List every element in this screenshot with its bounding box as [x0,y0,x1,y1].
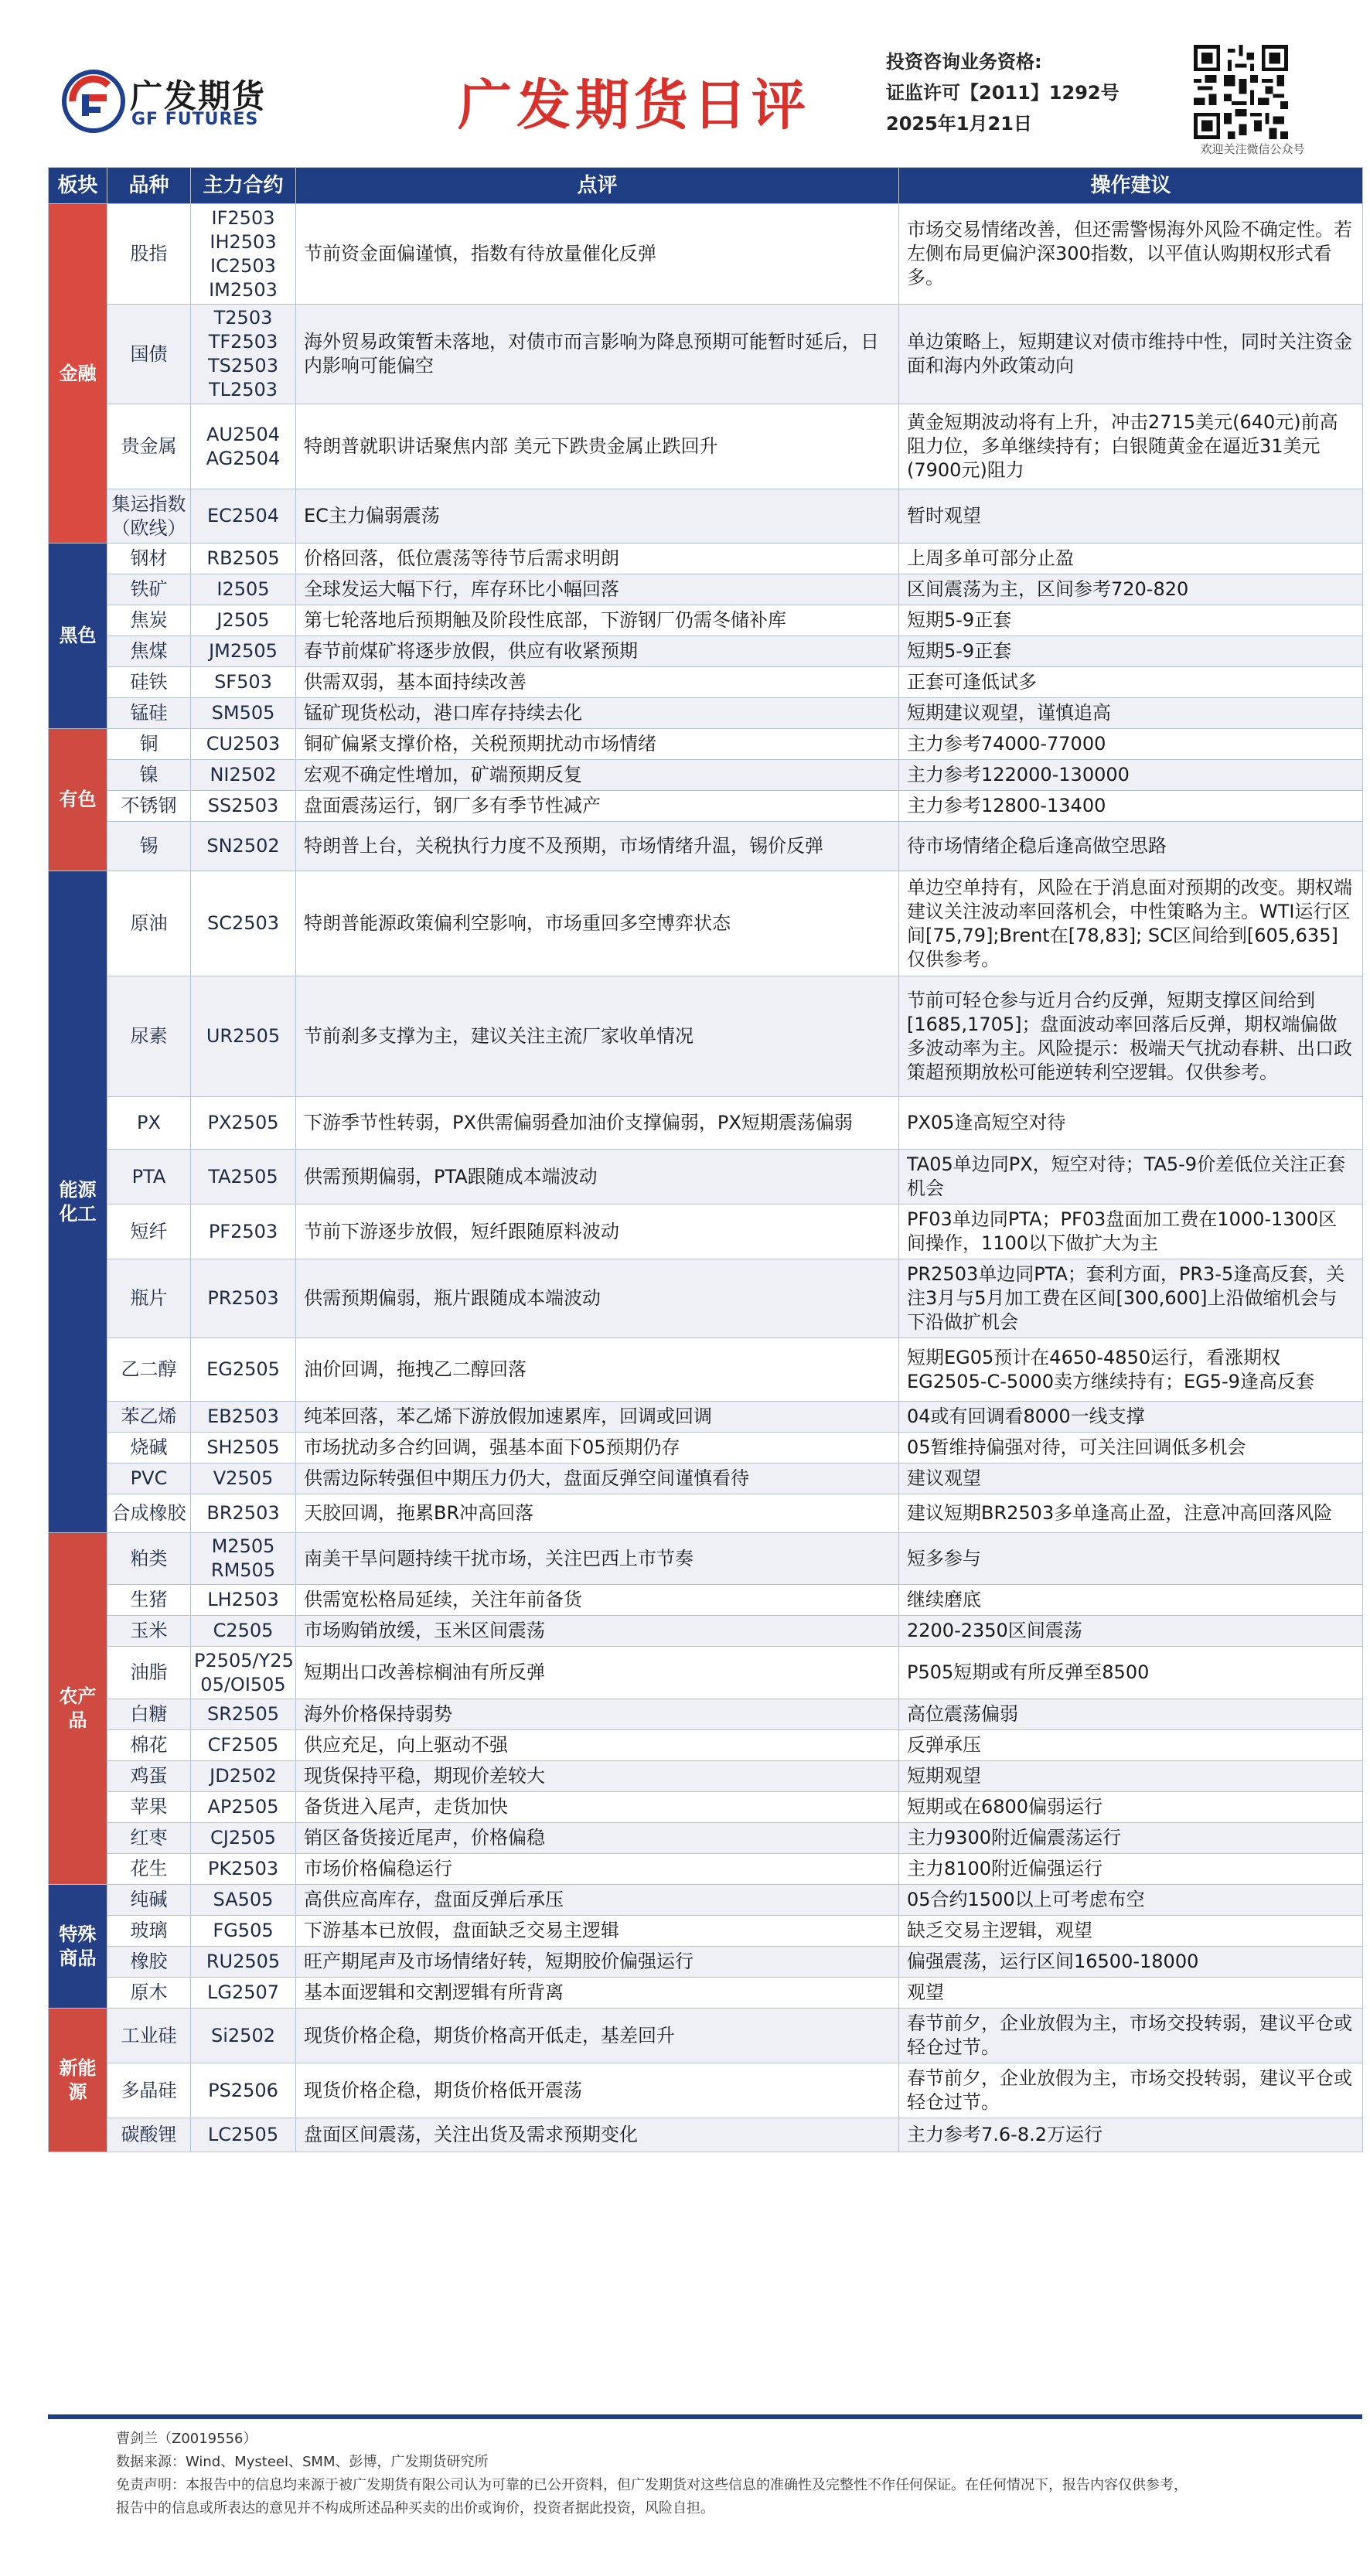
advice-cell: 观望 [899,1978,1363,2009]
table-row [49,543,1363,574]
table-row [49,1494,1363,1533]
gf-futures-logo [62,68,286,138]
license-info [886,46,1164,139]
comment-cell: 供需预期偏弱，瓶片跟随成本端波动 [296,1259,899,1338]
table-row [49,760,1363,791]
advice-cell: 正套可逢低试多 [899,667,1363,698]
variety-cell: 苹果 [107,1792,191,1823]
header-advice: 操作建议 [899,168,1363,204]
variety-cell: 短纤 [107,1205,191,1259]
variety-cell: 玻璃 [107,1916,191,1947]
table-row [49,2009,1363,2063]
report-title: 广发期货日评 [458,73,810,137]
variety-cell: PTA [107,1150,191,1205]
sector-cell: 有色 [49,729,107,871]
table-row [49,1854,1363,1885]
advice-cell: 反弹承压 [899,1730,1363,1761]
variety-cell: 焦煤 [107,636,191,667]
comment-cell: 现货保持平稳，期现价差较大 [296,1761,899,1792]
contract-cell: FG505 [191,1916,296,1947]
contract-cell: PK2503 [191,1854,296,1885]
contract-cell: BR2503 [191,1494,296,1533]
advice-cell: PF03单边同PTA；PF03盘面加工费在1000-1300区间操作，1100以下做扩大为主 [899,1205,1363,1259]
advice-cell: 短期EG05预计在4650-4850运行，看涨期权EG2505-C-5000卖方继续持有；EG5-9逢高反套 [899,1338,1363,1402]
table-header-row [49,168,1363,204]
table-row [49,1585,1363,1616]
comment-cell: 备货进入尾声，走货加快 [296,1792,899,1823]
advice-cell: 单边策略上，短期建议对债市维持中性，同时关注资金面和海内外政策动向 [899,305,1363,404]
advice-cell: 短多参与 [899,1533,1363,1585]
table-row [49,729,1363,760]
logo-chinese-name: 广发期货 [130,77,267,115]
variety-cell: 生猪 [107,1585,191,1616]
variety-cell: 合成橡胶 [107,1494,191,1533]
comment-cell: 下游基本已放假，盘面缺乏交易主逻辑 [296,1916,899,1947]
contract-cell: PF2503 [191,1205,296,1259]
comment-cell: 供需双弱，基本面持续改善 [296,667,899,698]
contract-cell: Si2502 [191,2009,296,2063]
table-row [49,204,1363,305]
variety-cell: 红枣 [107,1823,191,1854]
sector-cell: 金融 [49,204,107,543]
comment-cell: 盘面震荡运行，钢厂多有季节性减产 [296,791,899,822]
advice-cell: 春节前夕，企业放假为主，市场交投转弱，建议平仓或轻仓过节。 [899,2009,1363,2063]
advice-cell: 高位震荡偏弱 [899,1699,1363,1730]
comment-cell: 节前下游逐步放假，短纤跟随原料波动 [296,1205,899,1259]
comment-cell: 盘面区间震荡，关注出货及需求预期变化 [296,2118,899,2152]
contract-cell: SR2505 [191,1699,296,1730]
comment-cell: 旺产期尾声及市场情绪好转，短期胶价偏强运行 [296,1947,899,1978]
contract-cell: T2503 TF2503 TS2503 TL2503 [191,305,296,404]
advice-cell: 短期5-9正套 [899,605,1363,636]
variety-cell: 原木 [107,1978,191,2009]
table-row [49,1823,1363,1854]
comment-cell: 纯苯回落，苯乙烯下游放假加速累库，回调或回调 [296,1402,899,1433]
table-row [49,574,1363,605]
contract-cell: TA2505 [191,1150,296,1205]
comment-cell: 短期出口改善棕榈油有所反弹 [296,1647,899,1699]
table-row [49,1150,1363,1205]
contract-cell: CU2503 [191,729,296,760]
contract-cell: C2505 [191,1616,296,1647]
advice-cell: 待市场情绪企稳后逢高做空思路 [899,822,1363,871]
advice-cell: PR2503单边同PTA；套利方面，PR3-5逢高反套，关注3月与5月加工费在区间[300,600]上沿做缩机会与下沿做扩机会 [899,1259,1363,1338]
contract-cell: NI2502 [191,760,296,791]
comment-cell: 特朗普能源政策偏利空影响，市场重回多空博弈状态 [296,871,899,976]
contract-cell: SN2502 [191,822,296,871]
comment-cell: 供需宽松格局延续，关注年前备货 [296,1585,899,1616]
variety-cell: 纯碱 [107,1885,191,1916]
comment-cell: 南美干旱问题持续干扰市场，关注巴西上市节奏 [296,1533,899,1585]
table-row [49,1792,1363,1823]
variety-cell: 苯乙烯 [107,1402,191,1433]
advice-cell: 主力参考122000-130000 [899,760,1363,791]
advice-cell: 建议观望 [899,1463,1363,1494]
table-row [49,1533,1363,1585]
header-contract: 主力合约 [191,168,296,204]
report-footer [116,2428,1353,2520]
table-row [49,1205,1363,1259]
header-variety: 品种 [107,168,191,204]
table-row [49,1761,1363,1792]
advice-cell: 建议短期BR2503多单逢高止盈，注意冲高回落风险 [899,1494,1363,1533]
table-row [49,698,1363,729]
table-row [49,976,1363,1097]
table-row [49,605,1363,636]
advice-cell: 偏强震荡，运行区间16500-18000 [899,1947,1363,1978]
report-header [0,0,1370,158]
sector-cell: 新能源 [49,2009,107,2152]
contract-cell: P2505/Y25 05/OI505 [191,1647,296,1699]
contract-cell: EB2503 [191,1402,296,1433]
footer-divider [48,2414,1362,2419]
sector-cell: 农产品 [49,1533,107,1885]
variety-cell: 乙二醇 [107,1338,191,1402]
contract-cell: JM2505 [191,636,296,667]
advice-cell: 缺乏交易主逻辑，观望 [899,1916,1363,1947]
table-row [49,2118,1363,2152]
table-row [49,404,1363,489]
advice-cell: P505短期或有所反弹至8500 [899,1647,1363,1699]
advice-cell: 05合约1500以上可考虑布空 [899,1885,1363,1916]
contract-cell: SA505 [191,1885,296,1916]
contract-cell: SM505 [191,698,296,729]
comment-cell: 宏观不确定性增加，矿端预期反复 [296,760,899,791]
contract-cell: M2505 RM505 [191,1533,296,1585]
sector-cell: 能源 化工 [49,871,107,1533]
variety-cell: 贵金属 [107,404,191,489]
advice-cell: 04或有回调看8000一线支撑 [899,1402,1363,1433]
contract-cell: CF2505 [191,1730,296,1761]
variety-cell: 硅铁 [107,667,191,698]
qr-caption: 欢迎关注微信公众号 [1200,142,1305,156]
advice-cell: 主力参考7.6-8.2万运行 [899,2118,1363,2152]
advice-cell: 2200-2350区间震荡 [899,1616,1363,1647]
advice-cell: 主力8100附近偏强运行 [899,1854,1363,1885]
table-row [49,1885,1363,1916]
comment-cell: 节前资金面偏谨慎，指数有待放量催化反弹 [296,204,899,305]
variety-cell: PX [107,1097,191,1150]
variety-cell: 工业硅 [107,2009,191,2063]
advice-cell: TA05单边同PX，短空对待；TA5-9价差低位关注正套机会 [899,1150,1363,1205]
table-row [49,822,1363,871]
comment-cell: 海外贸易政策暂未落地，对债市而言影响为降息预期可能暂时延后，日内影响可能偏空 [296,305,899,404]
comment-cell: EC主力偏弱震荡 [296,489,899,543]
daily-comment-table [48,167,1363,2152]
report-date: 2025年1月21日 [886,113,1032,135]
comment-cell: 节前刹多支撑为主，建议关注主流厂家收单情况 [296,976,899,1097]
wechat-qr-code-icon [1194,45,1288,139]
comment-cell: 供需边际转强但中期压力仍大，盘面反弹空间谨慎看待 [296,1463,899,1494]
table-row [49,871,1363,976]
contract-cell: SF503 [191,667,296,698]
variety-cell: 不锈钢 [107,791,191,822]
variety-cell: 镍 [107,760,191,791]
variety-cell: 焦炭 [107,605,191,636]
table-row [49,489,1363,543]
advice-cell: 主力参考12800-13400 [899,791,1363,822]
contract-cell: UR2505 [191,976,296,1097]
variety-cell: 棉花 [107,1730,191,1761]
comment-cell: 锰矿现货松动，港口库存持续去化 [296,698,899,729]
comment-cell: 高供应高库存，盘面反弹后承压 [296,1885,899,1916]
advice-cell: 春节前夕，企业放假为主，市场交投转弱，建议平仓或轻仓过节。 [899,2063,1363,2118]
table-row [49,1978,1363,2009]
table-row [49,1730,1363,1761]
comment-cell: 现货价格企稳，期货价格高开低走，基差回升 [296,2009,899,2063]
contract-cell: V2505 [191,1463,296,1494]
advice-cell: 继续磨底 [899,1585,1363,1616]
contract-cell: EG2505 [191,1338,296,1402]
table-row [49,1647,1363,1699]
table-row [49,1463,1363,1494]
advice-cell: 市场交易情绪改善，但还需警惕海外风险不确定性。若左侧布局更偏沪深300指数，以平值认购期权形式看多。 [899,204,1363,305]
comment-cell: 全球发运大幅下行，库存环比小幅回落 [296,574,899,605]
table-row [49,1916,1363,1947]
variety-cell: 橡胶 [107,1947,191,1978]
contract-cell: PS2506 [191,2063,296,2118]
comment-cell: 供需预期偏弱，PTA跟随成本端波动 [296,1150,899,1205]
sector-cell: 特殊 商品 [49,1885,107,2009]
contract-cell: AU2504 AG2504 [191,404,296,489]
variety-cell: 尿素 [107,976,191,1097]
variety-cell: 钢材 [107,543,191,574]
table-row [49,791,1363,822]
table-row [49,1402,1363,1433]
advice-cell: 黄金短期波动将有上升，冲击2715美元(640元)前高阻力位，多单继续持有；白银随黄金在逼近31美元(7900元)阻力 [899,404,1363,489]
table-row [49,1699,1363,1730]
contract-cell: EC2504 [191,489,296,543]
comment-cell: 天胶回调，拖累BR冲高回落 [296,1494,899,1533]
comment-cell: 市场扰动多合约回调，强基本面下05预期仍存 [296,1433,899,1463]
variety-cell: PVC [107,1463,191,1494]
table-row [49,667,1363,698]
contract-cell: RU2505 [191,1947,296,1978]
contract-cell: RB2505 [191,543,296,574]
comment-cell: 下游季节性转弱，PX供需偏弱叠加油价支撑偏弱，PX短期震荡偏弱 [296,1097,899,1150]
advice-cell: 短期建议观望，谨慎追高 [899,698,1363,729]
contract-cell: LG2507 [191,1978,296,2009]
contract-cell: AP2505 [191,1792,296,1823]
variety-cell: 集运指数 （欧线） [107,489,191,543]
variety-cell: 白糖 [107,1699,191,1730]
variety-cell: 粕类 [107,1533,191,1585]
table-row [49,1433,1363,1463]
header-comment: 点评 [296,168,899,204]
table-row [49,1259,1363,1338]
variety-cell: 鸡蛋 [107,1761,191,1792]
comment-cell: 基本面逻辑和交割逻辑有所背离 [296,1978,899,2009]
advice-cell: 短期观望 [899,1761,1363,1792]
gf-logo-icon [62,68,125,135]
variety-cell: 铜 [107,729,191,760]
advice-cell: 主力9300附近偏震荡运行 [899,1823,1363,1854]
comment-cell: 特朗普上台，关税执行力度不及预期，市场情绪升温，锡价反弹 [296,822,899,871]
variety-cell: 花生 [107,1854,191,1885]
header-sector: 板块 [49,168,107,204]
advice-cell: 上周多单可部分止盈 [899,543,1363,574]
contract-cell: PX2505 [191,1097,296,1150]
variety-cell: 股指 [107,204,191,305]
table-row [49,1338,1363,1402]
table-body [49,204,1363,2152]
comment-cell: 铜矿偏紧支撑价格，关税预期扰动市场情绪 [296,729,899,760]
variety-cell: 碳酸锂 [107,2118,191,2152]
variety-cell: 多晶硅 [107,2063,191,2118]
license-line-2: 证监许可【2011】1292号 [886,82,1120,104]
contract-cell: J2505 [191,605,296,636]
variety-cell: 锡 [107,822,191,871]
table-row [49,1947,1363,1978]
advice-cell: 05暂维持偏强对待，可关注回调低多机会 [899,1433,1363,1463]
contract-cell: I2505 [191,574,296,605]
comment-cell: 市场价格偏稳运行 [296,1854,899,1885]
table-row [49,1097,1363,1150]
comment-cell: 春节前煤矿将逐步放假，供应有收紧预期 [296,636,899,667]
comment-cell: 现货价格企稳，期货价格低开震荡 [296,2063,899,2118]
data-sources: 数据来源：Wind、Mysteel、SMM、彭博，广发期货研究所 [116,2454,489,2470]
comment-cell: 供应充足，向上驱动不强 [296,1730,899,1761]
variety-cell: 铁矿 [107,574,191,605]
advice-cell: 节前可轻仓参与近月合约反弹，短期支撑区间给到[1685,1705]；盘面波动率回落后反弹，期权端偏做多波动率为主。风险提示：极端天气扰动春耕、出口政策超预期放松可能逆转利空逻辑。仅供参考。 [899,976,1363,1097]
comment-cell: 价格回落，低位震荡等待节后需求明朗 [296,543,899,574]
advice-cell: 暂时观望 [899,489,1363,543]
contract-cell: LC2505 [191,2118,296,2152]
table-row [49,305,1363,404]
analyst-name: 曹剑兰（Z0019556） [116,2431,257,2447]
table-row [49,1616,1363,1647]
table-row [49,2063,1363,2118]
comment-cell: 市场购销放缓，玉米区间震荡 [296,1616,899,1647]
contract-cell: PR2503 [191,1259,296,1338]
sector-cell: 黑色 [49,543,107,729]
comment-cell: 销区备货接近尾声，价格偏稳 [296,1823,899,1854]
advice-cell: PX05逢高短空对待 [899,1097,1363,1150]
variety-cell: 烧碱 [107,1433,191,1463]
variety-cell: 原油 [107,871,191,976]
advice-cell: 短期或在6800偏弱运行 [899,1792,1363,1823]
contract-cell: JD2502 [191,1761,296,1792]
variety-cell: 瓶片 [107,1259,191,1338]
comment-cell: 特朗普就职讲话聚焦内部 美元下跌贵金属止跌回升 [296,404,899,489]
contract-cell: SH2505 [191,1433,296,1463]
advice-cell: 短期5-9正套 [899,636,1363,667]
advice-cell: 主力参考74000-77000 [899,729,1363,760]
variety-cell: 油脂 [107,1647,191,1699]
license-line-1: 投资咨询业务资格: [886,51,1042,73]
comment-cell: 海外价格保持弱势 [296,1699,899,1730]
advice-cell: 区间震荡为主，区间参考720-820 [899,574,1363,605]
disclaimer-line-2: 报告中的信息或所表达的意见并不构成所述品种买卖的出价或询价，投资者据此投资，风险自担。 [116,2500,714,2516]
contract-cell: LH2503 [191,1585,296,1616]
comment-cell: 第七轮落地后预期触及阶段性底部，下游钢厂仍需冬储补库 [296,605,899,636]
advice-cell: 单边空单持有，风险在于消息面对预期的改变。期权端建议关注波动率回落机会，中性策略为主。WTI运行区间[75,79];Brent在[78,83]; SC区间给到[605,635]仅供参考。 [899,871,1363,976]
comment-cell: 油价回调，拖拽乙二醇回落 [296,1338,899,1402]
contract-cell: CJ2505 [191,1823,296,1854]
contract-cell: IF2503 IH2503 IC2503 IM2503 [191,204,296,305]
variety-cell: 国债 [107,305,191,404]
table-row [49,636,1363,667]
variety-cell: 玉米 [107,1616,191,1647]
logo-english-name: GF FUTURES [131,110,259,129]
disclaimer-line-1: 免责声明：本报告中的信息均来源于被广发期货有限公司认为可靠的已公开资料，但广发期货对这些信息的准确性及完整性不作任何保证。在任何情况下，报告内容仅供参考， [116,2477,1188,2493]
contract-cell: SC2503 [191,871,296,976]
variety-cell: 锰硅 [107,698,191,729]
contract-cell: SS2503 [191,791,296,822]
